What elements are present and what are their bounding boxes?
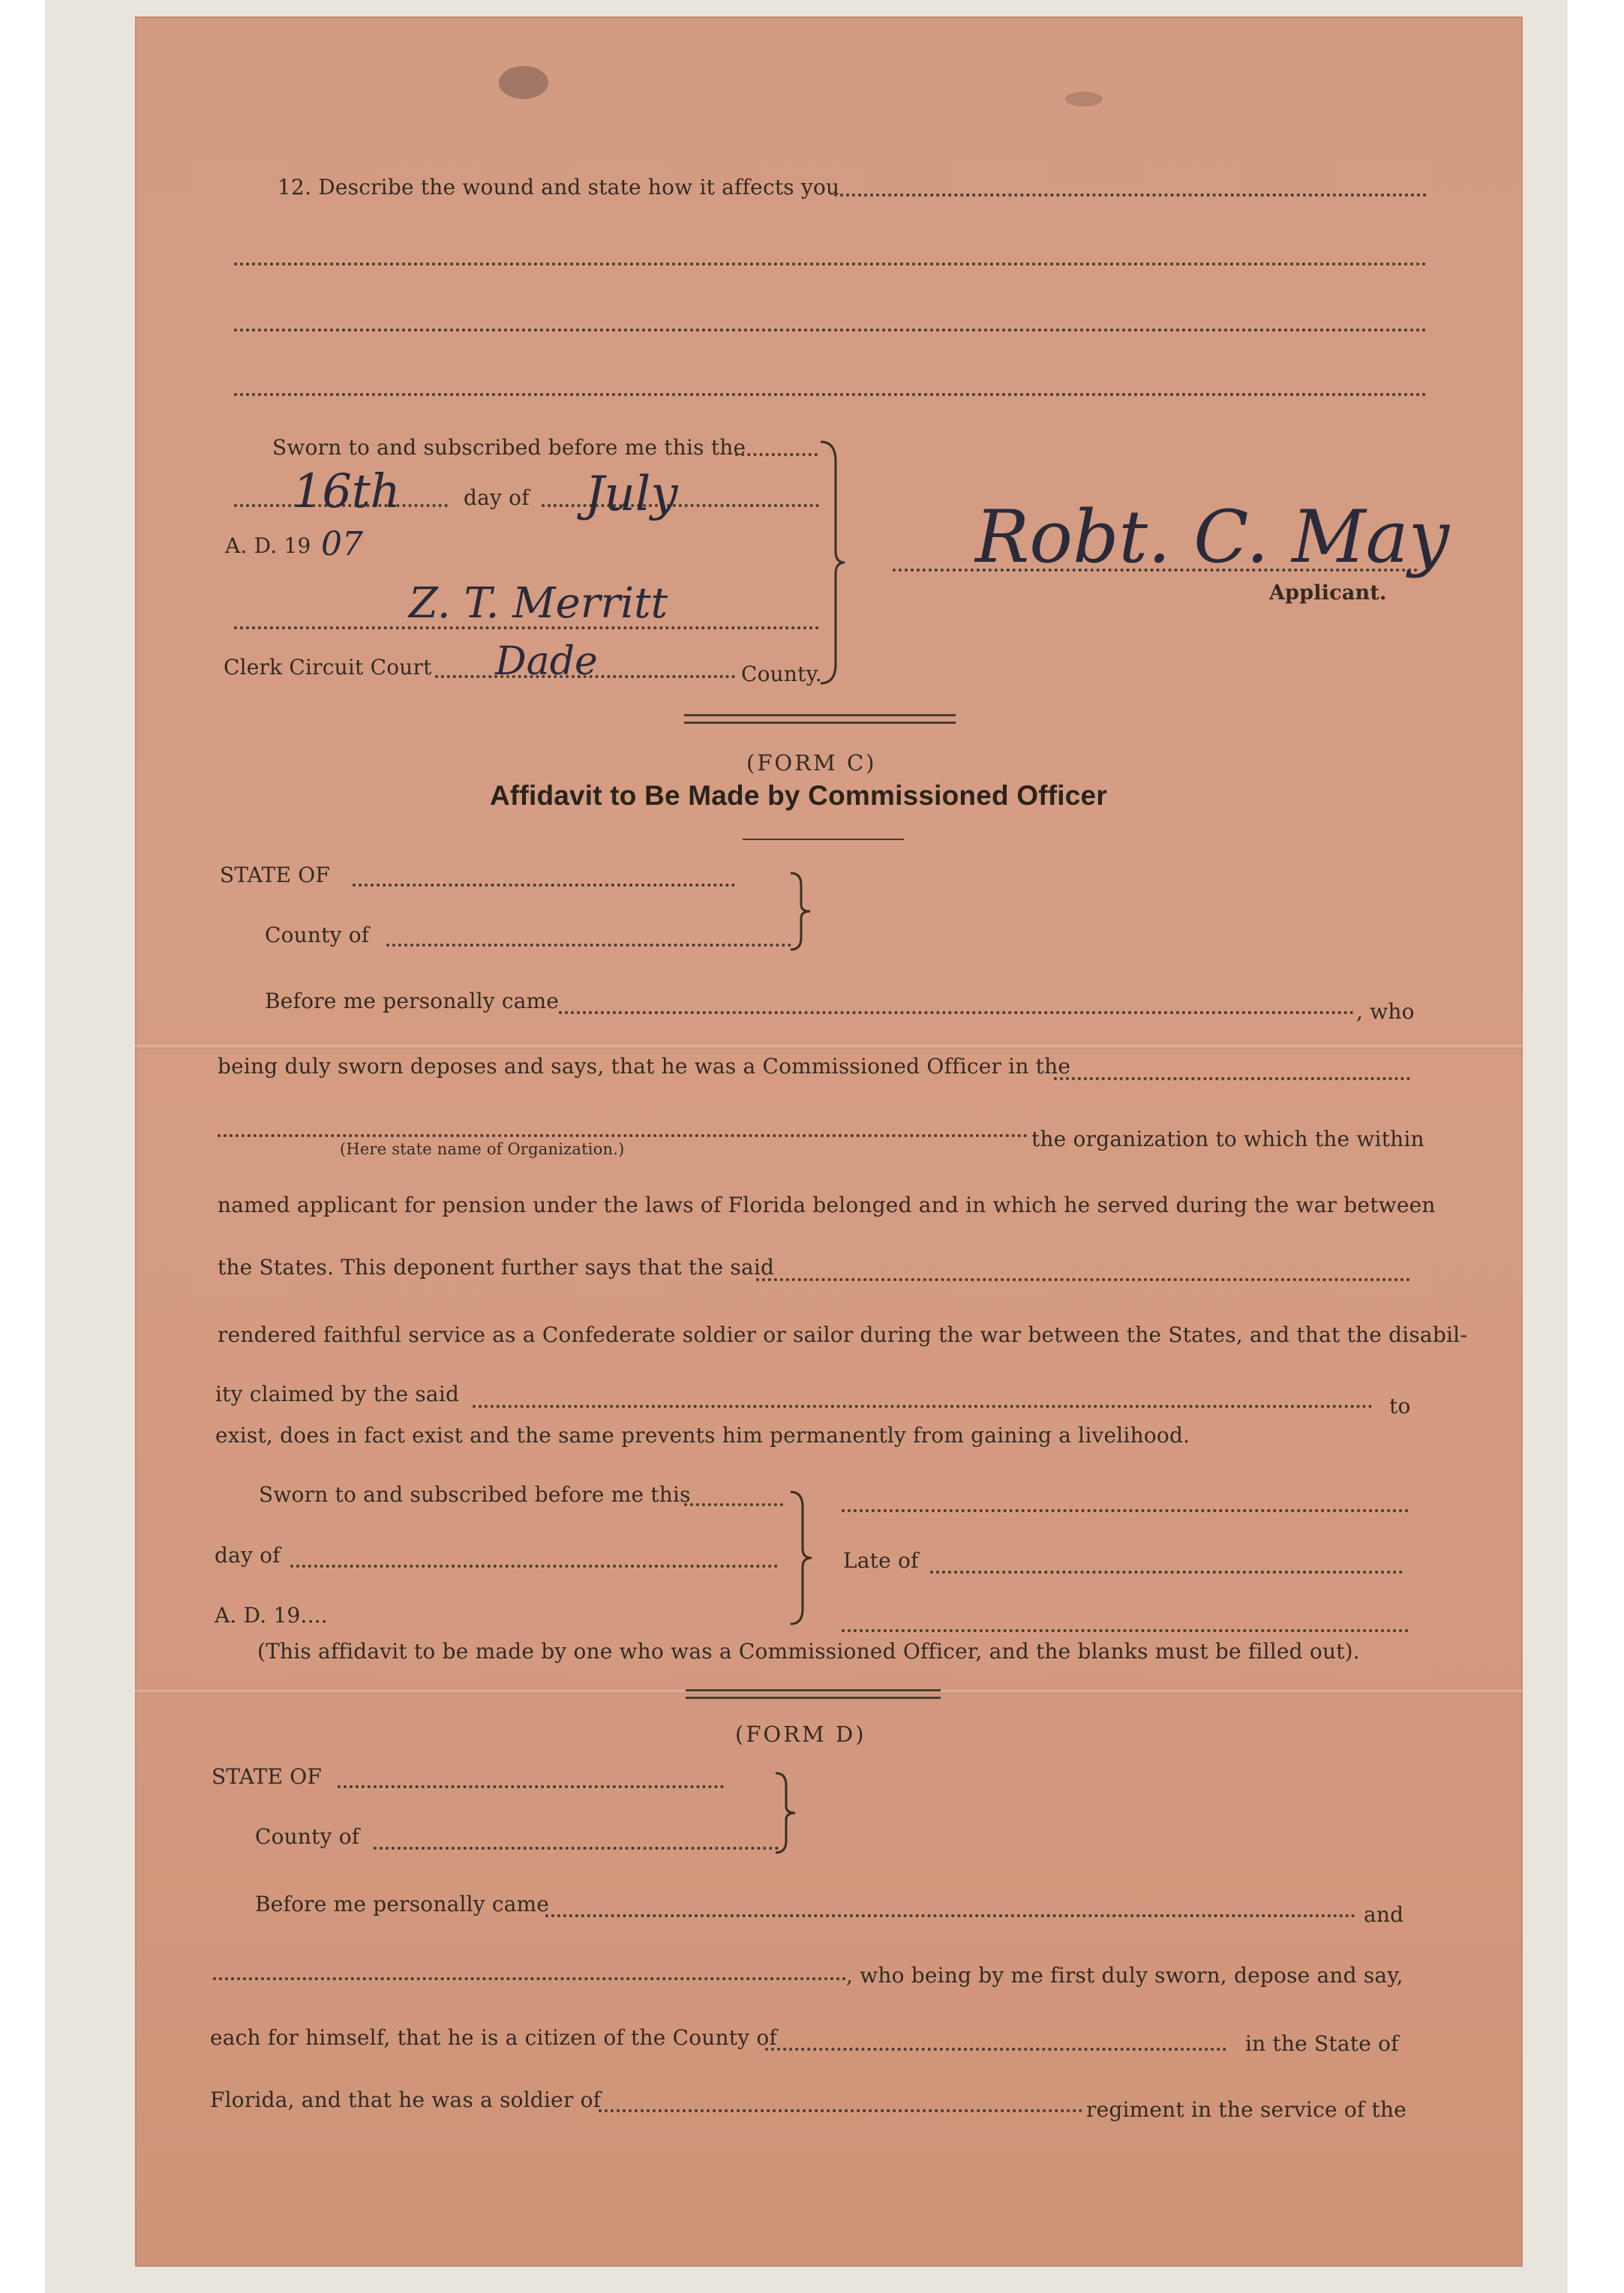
form-c-ad: A. D. 19.... [215,1603,328,1628]
form-c-organization-blank[interactable] [1054,1077,1410,1080]
answer-line[interactable] [234,263,1427,266]
jurat-month-blank[interactable] [542,504,819,507]
answer-line[interactable] [234,329,1427,332]
form-c-ity-claimed: ity claimed by the said [215,1382,460,1406]
form-d-who-being: , who being by me first duly sworn, depose and say, [846,1963,1403,1988]
form-d-in-state: in the State of [1245,2031,1399,2056]
form-c-being-sworn: being duly sworn deposes and says, that he was a Commissioned Officer in the [218,1054,1071,1079]
form-c-late-of: Late of [843,1548,919,1573]
form-c-label: (FORM C) [746,750,877,776]
form-d-state-blank[interactable] [338,1785,724,1788]
form-c-county-of: County of [265,923,370,947]
jurat-county-label: County. [741,662,822,686]
handwritten-clerk-name: Z. T. Merritt [409,579,668,628]
form-c-who: , who [1356,999,1415,1024]
form-c-affiant-blank[interactable] [559,1011,1354,1014]
form-c-before-me: Before me personally came [265,989,560,1013]
form-c-states-further: the States. This deponent further says that the said [218,1255,775,1280]
section-divider [684,722,956,724]
form-d-regiment-blank[interactable] [599,2109,1082,2112]
jurat-sworn-text: Sworn to and subscribed before me this the [272,435,746,460]
jurat-ad: A. D. 19 [225,533,311,558]
form-d-and: and [1364,1902,1404,1927]
form-d-each: each for himself, that he is a citizen of the County of [210,2025,777,2050]
form-c-here-state: (Here state name of Organization.) [340,1140,625,1158]
handwritten-day: 16th [293,464,401,518]
form-c-day-of: day of [215,1543,281,1568]
form-d-county-blank[interactable] [374,1847,779,1850]
form-c-officer-signature-blank[interactable] [842,1509,1409,1512]
jurat-brace [818,439,848,686]
form-d-state-of: STATE OF [212,1764,323,1789]
answer-line[interactable] [234,393,1427,396]
handwritten-year: 07 [321,525,363,563]
form-c-to: to [1389,1394,1411,1418]
form-c-sworn: Sworn to and subscribed before me this [259,1482,691,1507]
paper-stain [499,66,548,99]
venue-brace [788,870,815,953]
form-c-rendered: rendered faithful service as a Confederate soldier or sailor during the war between the States, and that the disabil- [218,1322,1467,1347]
form-c-named-applicant: named applicant for pension under the laws of Florida belonged and in which he served during the war between [218,1193,1436,1217]
form-d-county-citizen-blank[interactable] [765,2048,1226,2051]
form-c-title: Affidavit to Be Made by Commissioned Officer [490,780,1107,811]
handwritten-signature: Robt. C. May [975,495,1449,579]
form-c-officer-title-blank[interactable] [842,1629,1409,1632]
answer-line[interactable] [834,194,1427,197]
form-d-regiment: regiment in the service of the [1086,2097,1407,2122]
jurat-day-of: day of [464,485,530,510]
form-c-exist: exist, does in fact exist and the same prevents him permanently from gaining a livelihood. [215,1423,1190,1448]
form-c-org-to-which: the organization to which the within [1031,1127,1424,1151]
jurat-c-brace [788,1489,818,1628]
form-c-claimant-blank[interactable] [473,1405,1373,1408]
form-c-county-blank[interactable] [386,944,791,947]
form-c-day-blank[interactable] [290,1565,778,1568]
title-rule [743,839,904,840]
form-c-applicant-blank[interactable] [756,1278,1410,1281]
question-12-prompt: 12. Describe the wound and state how it affects you [278,175,840,200]
form-d-second-affiant-blank[interactable] [213,1977,846,1980]
form-c-late-of-blank[interactable] [930,1571,1403,1574]
form-d-florida: Florida, and that he was a soldier of [210,2087,602,2112]
jurat-blank[interactable] [735,453,818,456]
form-d-before-me: Before me personally came [255,1892,550,1916]
handwritten-county: Dade [495,639,598,684]
paper-stain [1065,92,1103,107]
handwritten-month: July [585,467,678,522]
form-d-affiant-blank[interactable] [545,1914,1355,1917]
section-divider [686,1689,941,1691]
applicant-label: Applicant. [1269,581,1387,605]
form-c-sworn-blank[interactable] [684,1503,783,1506]
venue-brace [773,1770,800,1856]
jurat-clerk-label: Clerk Circuit Court [224,655,432,680]
form-c-state-blank[interactable] [353,884,735,887]
form-d-label: (FORM D) [735,1721,866,1747]
fold-crease [135,1045,1523,1049]
form-c-organization-name-blank[interactable] [218,1134,1028,1137]
form-c-note: (This affidavit to be made by one who was a Commissioned Officer, and the blanks must be filled out). [257,1639,1360,1664]
form-c-state-of: STATE OF [220,863,331,887]
form-d-county-of: County of [255,1824,360,1849]
section-divider [684,714,956,716]
section-divider [686,1697,941,1699]
